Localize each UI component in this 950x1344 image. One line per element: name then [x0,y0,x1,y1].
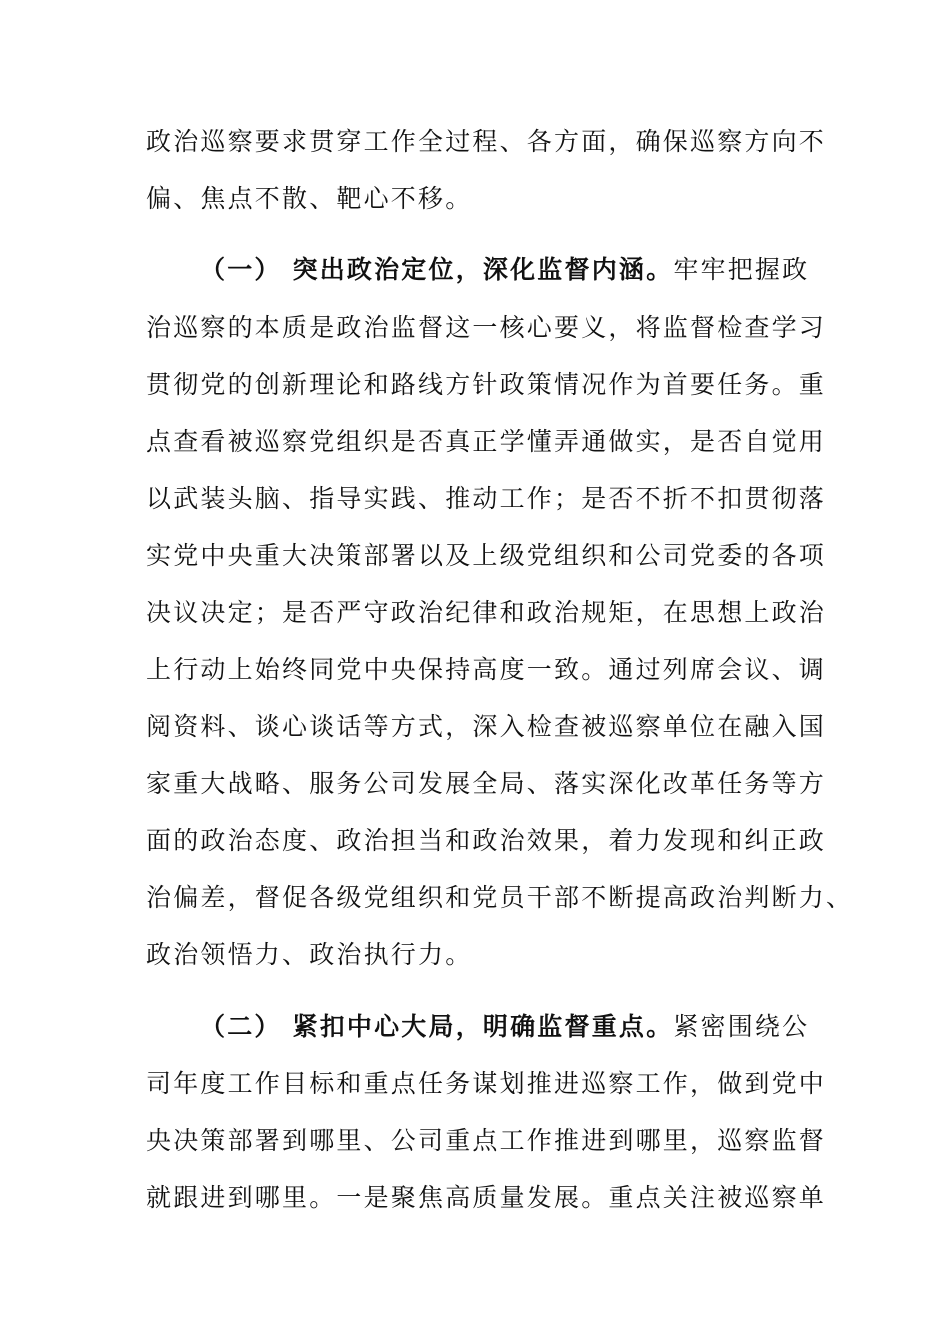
text-line: 政治巡察要求贯穿工作全过程、各方面，确保巡察方向不 [146,127,827,156]
text-line: 治偏差，督促各级党组织和党员干部不断提高政治判断力、 [146,883,854,912]
text-line: 点查看被巡察党组织是否真正学懂弄通做实，是否自觉用 [146,427,827,456]
section-heading-body: 紧密围绕公 [673,1012,810,1041]
section-heading-2 [200,1011,809,1043]
text-line: 阅资料、谈心谈话等方式，深入检查被巡察单位在融入国 [146,712,827,741]
text-line: 治巡察的本质是政治监督这一核心要义，将监督检查学习 [146,313,827,342]
text-line: 以武装头脑、指导实践、推动工作；是否不折不扣贯彻落 [146,484,827,513]
text-line: 政治领悟力、政治执行力。 [146,940,473,969]
text-line: 贯彻党的创新理论和路线方针政策情况作为首要任务。重 [146,370,827,399]
text-line: 面的政治态度、政治担当和政治效果，着力发现和纠正政 [146,826,827,855]
text-line: 上行动上始终同党中央保持高度一致。通过列席会议、调 [146,655,827,684]
text-line: 司年度工作目标和重点任务谋划推进巡察工作，做到党中 [146,1069,827,1098]
text-line: 偏、焦点不散、靶心不移。 [146,184,473,213]
text-line: 就跟进到哪里。一是聚焦高质量发展。重点关注被巡察单 [146,1183,827,1212]
text-line: 家重大战略、服务公司发展全局、落实深化改革任务等方 [146,769,827,798]
text-line: 决议决定；是否严守政治纪律和政治规矩，在思想上政治 [146,598,827,627]
section-heading-body: 牢牢把握政 [673,255,810,284]
section-heading-title: （一） 突出政治定位，深化监督内涵。 [200,255,674,284]
section-heading-1 [200,254,809,286]
section-heading-title: （二） 紧扣中心大局，明确监督重点。 [200,1012,674,1041]
text-line: 实党中央重大决策部署以及上级党组织和公司党委的各项 [146,541,827,570]
text-line: 央决策部署到哪里、公司重点工作推进到哪里，巡察监督 [146,1126,827,1155]
